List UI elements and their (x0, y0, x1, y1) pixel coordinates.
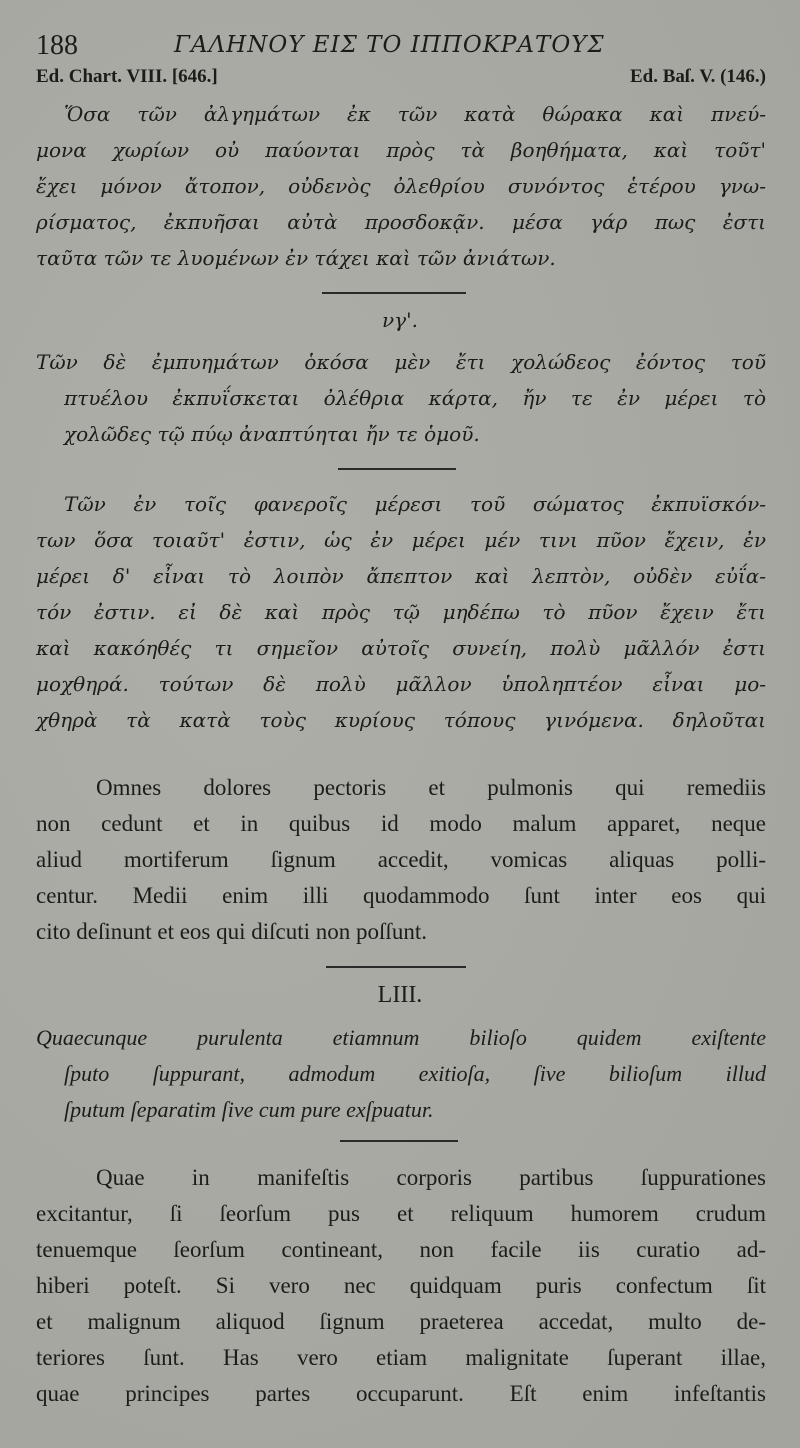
text-line: excitantur, ſi ſeorſum pus et reliquum humorem crudum (36, 1201, 766, 1226)
text-line: Ὅσα τῶν ἀλγημάτων ἐκ τῶν κατὰ θώρακα καὶ πνεύ- (64, 102, 766, 126)
edition-references (36, 66, 766, 92)
text-line: τόν ἐστιν. εἰ δὲ καὶ πρὸς τῷ μηδέπω τὸ πῦον ἔχειν ἔτι (36, 600, 766, 624)
text-line: et malignum aliquod ſignum praeterea accedat, multo de- (36, 1309, 766, 1334)
text-line: Omnes dolores pectoris et pulmonis qui remediis (96, 775, 766, 800)
text-line: hiberi poteſt. Si vero nec quidquam puris confectum ſit (36, 1273, 766, 1298)
section-divider (326, 966, 466, 968)
text-line: πτυέλου ἐκπυΐσκεται ὀλέθρια κάρτα, ἤν τε ἐν μέρει τὸ (64, 386, 766, 410)
text-line: των ὅσα τοιαῦτ' ἐστιν, ὡς ἐν μέρει μέν τινι πῦον ἔχειν, ἐν (36, 528, 766, 552)
text-line: μέρει δ' εἶναι τὸ λοιπὸν ἄπεπτον καὶ λεπτὸν, οὐδὲν εὐΐα- (36, 564, 766, 588)
text-line: quae principes partes occuparunt. Eſt enim infeſtantis (36, 1381, 766, 1406)
section-number-greek: νγ'. (382, 308, 418, 332)
section-divider (340, 1140, 458, 1142)
text-line: ἔχει μόνον ἄτοπον, οὐδενὸς ὀλεθρίου συνόντος ἑτέρου γνω- (36, 174, 766, 198)
text-line: Τῶν δὲ ἐμπυημάτων ὁκόσα μὲν ἔτι χολώδεος ἐόντος τοῦ (36, 350, 766, 374)
text-line: χθηρὰ τὰ κατὰ τοὺς κυρίους τόπους γινόμενα. δηλοῦται (36, 708, 766, 732)
page-number: 188 (36, 30, 78, 61)
text-line: ſputum ſeparatim ſive cum pure exſpuatur. (64, 1097, 434, 1122)
text-line: χολῶδες τῷ πύῳ ἀναπτύηται ἤν τε ὁμοῦ. (64, 422, 480, 446)
text-line: ſputo ſuppurant, admodum exitioſa, ſive bilioſum illud (64, 1061, 766, 1086)
text-line: Τῶν ἐν τοῖς φανεροῖς μέρεσι τοῦ σώματος ἐκπυϊσκόν- (64, 492, 766, 516)
text-line: aliud mortiferum ſignum accedit, vomicas aliquas polli- (36, 847, 766, 872)
greek-aphorism (36, 344, 766, 452)
text-line: ταῦτα τῶν τε λυομένων ἐν τάχει καὶ τῶν ἀνιάτων. (36, 246, 556, 270)
text-line: non cedunt et in quibus id modo malum apparet, neque (36, 811, 766, 836)
greek-commentary-paragraph-1 (36, 96, 766, 276)
text-line: μονα χωρίων οὐ παύονται πρὸς τὰ βοηθήματα, καὶ τοῦτ' (36, 138, 766, 162)
text-line: centur. Medii enim illi quodammodo ſunt inter eos qui (36, 883, 766, 908)
section-divider (338, 468, 456, 470)
text-line: cito deſinunt et eos qui diſcuti non poſſunt. (36, 919, 427, 944)
latin-commentary-paragraph-2 (36, 1160, 766, 1412)
latin-aphorism (36, 1020, 766, 1128)
running-title: ΓΑΛΗΝΟΥ ΕΙΣ ΤΟ ΙΠΠΟΚΡΑΤΟΥΣ (174, 32, 605, 58)
greek-commentary-paragraph-2 (36, 486, 766, 738)
text-line: tenuemque ſeorſum contineant, non facile iis curatio ad- (36, 1237, 766, 1262)
text-line: Quaecunque purulenta etiamnum bilioſo quidem exiſtente (36, 1025, 766, 1050)
edition-reference-basel: Ed. Baſ. V. (146.) (629, 66, 766, 87)
text-line: teriores ſunt. Has vero etiam malignitate ſuperant illae, (36, 1345, 766, 1370)
section-number-latin: LIII. (377, 982, 423, 1008)
text-line: ρίσματος, ἐκπυῆσαι αὐτὰ προσδοκᾷν. μέσα γάρ πως ἐστι (36, 210, 766, 234)
page-header (36, 30, 766, 64)
text-line: Quae in manifeſtis corporis partibus ſuppurationes (96, 1165, 766, 1190)
section-divider (322, 292, 466, 294)
edition-reference-chart: Ed. Chart. VIII. [646.] (36, 66, 218, 87)
text-line: καὶ κακόηθές τι σημεῖον αὐτοῖς συνείη, πολὺ μᾶλλόν ἐστι (36, 636, 766, 660)
text-line: μοχθηρά. τούτων δὲ πολὺ μᾶλλον ὑποληπτέον εἶναι μο- (36, 672, 766, 696)
latin-commentary-paragraph-1 (36, 770, 766, 950)
